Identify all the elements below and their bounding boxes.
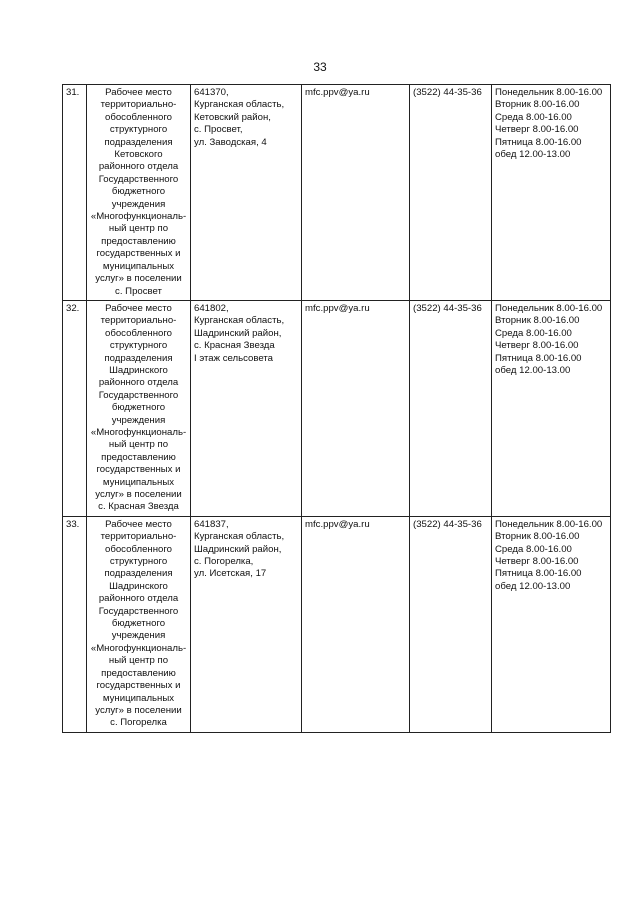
location-hours: Понедельник 8.00-16.00 Вторник 8.00-16.00 Среда 8.00-16.00 Четверг 8.00-16.00 Пятница 8.00-16.00 обед 12.00-13.00: [492, 300, 611, 516]
location-phone: (3522) 44-35-36: [410, 300, 492, 516]
location-address: 641370, Курганская область, Кетовский район, с. Просвет, ул. Заводская, 4: [191, 85, 302, 301]
location-hours: Понедельник 8.00-16.00 Вторник 8.00-16.00 Среда 8.00-16.00 Четверг 8.00-16.00 Пятница 8.00-16.00 обед 12.00-13.00: [492, 85, 611, 301]
location-name: Рабочее место территориально- обособленного структурного подразделения Шадринского районного отдела Государственного бюджетного учреждения «Многофункциональ- ный центр по предоставлению государственных и муниципальных услуг» в поселении с. Погорелка: [87, 516, 191, 732]
location-hours: Понедельник 8.00-16.00 Вторник 8.00-16.00 Среда 8.00-16.00 Четверг 8.00-16.00 Пятница 8.00-16.00 обед 12.00-13.00: [492, 516, 611, 732]
row-number: 31.: [63, 85, 87, 301]
location-address: 641802, Курганская область, Шадринский район, с. Красная Звезда I этаж сельсовета: [191, 300, 302, 516]
location-name: Рабочее место территориально- обособленного структурного подразделения Шадринского районного отдела Государственного бюджетного учреждения «Многофункциональ- ный центр по предоставлению государственных и муниципальных услуг» в поселении с. Красная Звезда: [87, 300, 191, 516]
location-email: mfc.ppv@ya.ru: [302, 85, 410, 301]
location-phone: (3522) 44-35-36: [410, 516, 492, 732]
table-row: [63, 516, 611, 732]
location-name: Рабочее место территориально- обособленного структурного подразделения Кетовского районного отдела Государственного бюджетного учреждения «Многофункциональ- ный центр по предоставлению государственных и муниципальных услуг» в поселении с. Просвет: [87, 85, 191, 301]
table-row: [63, 85, 611, 301]
table-row: [63, 300, 611, 516]
mfc-locations-table: [62, 84, 611, 733]
row-number: 32.: [63, 300, 87, 516]
location-phone: (3522) 44-35-36: [410, 85, 492, 301]
row-number: 33.: [63, 516, 87, 732]
location-email: mfc.ppv@ya.ru: [302, 300, 410, 516]
page-number: 33: [313, 60, 327, 74]
location-address: 641837, Курганская область, Шадринский район, с. Погорелка, ул. Исетская, 17: [191, 516, 302, 732]
location-email: mfc.ppv@ya.ru: [302, 516, 410, 732]
